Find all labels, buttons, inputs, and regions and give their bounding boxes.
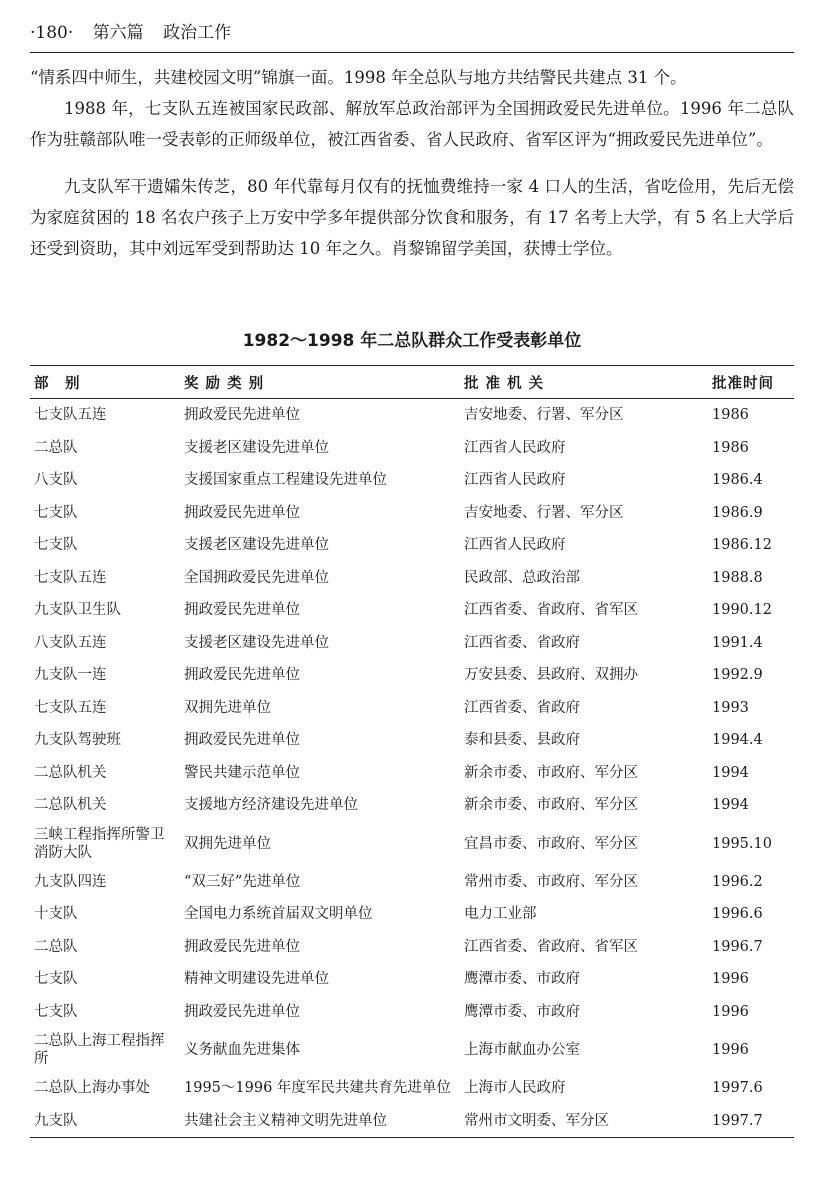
unit-cell: 九支队一连 [34,667,107,684]
column-header-unit: 部 别 [30,366,180,399]
authority-cell: 江西省人民政府 [464,472,566,489]
award-cell: 拥政爱民先进单位 [184,504,300,521]
unit-cell: 七支队 [34,537,78,554]
authority-cell: 常州市委、市政府、军分区 [464,873,638,890]
unit-cell: 九支队卫生队 [34,602,121,619]
date-cell: 1996 [712,1042,749,1058]
date-cell: 1994.4 [712,732,763,749]
body-text [30,62,794,264]
authority-cell: 吉安地委、行署、军分区 [464,504,624,521]
award-cell: 拥政爱民先进单位 [184,732,300,749]
authority-cell: 上海市人民政府 [464,1080,566,1097]
authority-cell: 电力工业部 [464,906,537,923]
authority-cell: 常州市文明委、军分区 [460,1105,708,1138]
unit-cell: 二总队上海工程指挥所 [34,1033,165,1067]
unit-cell: 七支队五连 [34,407,107,424]
unit-cell: 七支队五连 [34,569,107,586]
authority-cell: 江西省委、省政府 [464,634,580,651]
authority-cell: 江西省人民政府 [464,537,566,554]
award-cell: 拥政爱民先进单位 [184,407,300,424]
unit-cell: 二总队 [34,938,78,955]
date-cell: 1992.9 [712,667,763,684]
unit-cell: 九支队驾驶班 [34,732,121,749]
table-row [30,996,794,1029]
authority-cell: 江西省委、省政府 [464,699,580,716]
award-cell: 支援老区建设先进单位 [184,439,329,456]
table-row [30,963,794,996]
table-row [30,497,794,530]
table-row [30,659,794,692]
date-cell: 1986.9 [712,504,763,521]
award-cell: 义务献血先进集体 [184,1042,300,1058]
date-cell: 1996.6 [712,906,763,923]
award-cell: 拥政爱民先进单位 [184,1003,300,1020]
date-cell: 1997.6 [712,1080,763,1097]
paragraph: 九支队军干遗孀朱传芝，80 年代靠每月仅有的抚恤费维持一家 4 口人的生活，省吃俭用，先后无偿为家庭贫困的 18 名农户孩子上万安中学多年提供部分饮食和服务，有 17 名考上大学，有 5 名上大学后还受到资助，其中刘远军受到帮助达 10 年之久。肖黎锦留学美国，获博士学位。 [30,177,794,258]
unit-cell: 二总队上海办事处 [34,1080,150,1097]
unit-cell: 二总队机关 [34,764,107,781]
awards-table [30,365,794,1138]
unit-cell: 九支队四连 [34,873,107,890]
table-title: 1982～1998 年二总队群众工作受表彰单位 [242,331,582,351]
table-row [30,529,794,562]
date-cell: 1995.10 [712,835,772,852]
table-row [30,594,794,627]
authority-cell: 江西省委、省政府、省军区 [464,938,638,955]
authority-cell: 民政部、总政治部 [464,569,580,586]
award-cell: 拥政爱民先进单位 [184,667,300,684]
date-cell: 1996.2 [712,873,763,890]
table-row [30,399,794,432]
table-row [30,866,794,899]
award-cell: 支援国家重点工程建设先进单位 [184,472,387,489]
chapter-title: 政治工作 [163,23,232,43]
date-cell: 1986.4 [712,472,763,489]
unit-cell: 七支队 [34,971,78,988]
authority-cell: 江西省委、省政府、省军区 [464,602,638,619]
date-cell: 1988.8 [712,569,763,586]
date-cell: 1994 [712,797,749,814]
table-row [30,692,794,725]
award-cell: 1995～1996 年度军民共建共育先进单位 [184,1080,451,1097]
date-cell: 1996.7 [712,938,763,955]
unit-cell: 七支队 [34,1003,78,1020]
date-cell: 1994 [712,764,749,781]
award-cell: 双拥先进单位 [184,835,271,852]
award-cell: “双三好”先进单位 [184,873,301,890]
authority-cell: 吉安地委、行署、军分区 [464,407,624,424]
unit-cell: 七支队五连 [34,699,107,716]
page-header [30,18,794,53]
date-cell: 1986.12 [712,537,772,554]
paragraph: 1988 年，七支队五连被国家民政部、解放军总政治部评为全国拥政爱民先进单位。1996 年二总队作为驻赣部队唯一受表彰的正师级单位，被江西省委、省人民政府、省军区评为“拥政爱民先进单位”。 [30,99,794,149]
authority-cell: 江西省人民政府 [464,439,566,456]
table-row [30,898,794,931]
table-body [30,399,794,1138]
authority-cell: 鹰潭市委、市政府 [464,1003,580,1020]
column-header-award: 奖 励 类 别 [180,366,460,399]
unit-cell: 二总队 [34,439,78,456]
award-cell: 双拥先进单位 [184,699,271,716]
date-cell: 1996 [712,1003,749,1020]
table-row [30,931,794,964]
date-cell: 1991.4 [712,634,763,651]
award-cell: 拥政爱民先进单位 [184,602,300,619]
award-cell: 拥政爱民先进单位 [184,938,300,955]
table-row [30,757,794,790]
section-label: 第六篇 [92,23,144,43]
unit-cell: 八支队 [34,472,78,489]
paragraph: “情系四中师生，共建校园文明”锦旗一面。1998 年全总队与地方共结警民共建点 31 个。 [30,68,687,87]
table-header-row [30,366,794,399]
date-cell: 1986 [712,439,749,456]
table-row [30,822,794,866]
unit-cell: 二总队机关 [34,797,107,814]
page-number: ·180· [30,23,74,43]
authority-cell: 宜昌市委、市政府、军分区 [464,835,638,852]
unit-cell: 八支队五连 [34,634,107,651]
award-cell: 全国电力系统首届双文明单位 [184,906,373,923]
authority-cell: 鹰潭市委、市政府 [464,971,580,988]
award-cell: 支援老区建设先进单位 [184,537,329,554]
unit-cell: 三峡工程指挥所警卫消防大队 [34,826,165,861]
column-header-authority: 批 准 机 关 [460,366,708,399]
date-cell: 1996 [712,971,749,988]
table-row [30,1028,794,1072]
award-cell: 警民共建示范单位 [184,764,300,781]
table-row [30,464,794,497]
authority-cell: 新余市委、市政府、军分区 [464,764,638,781]
date-cell: 1993 [712,699,749,716]
table-row [30,789,794,822]
column-header-date: 批准时间 [708,366,794,399]
unit-cell: 十支队 [34,906,78,923]
award-cell: 共建社会主义精神文明先进单位 [180,1105,460,1138]
unit-cell: 七支队 [34,504,78,521]
table-row [30,432,794,465]
table-row [30,627,794,660]
date-cell: 1997.7 [708,1105,794,1138]
date-cell: 1986 [712,407,749,424]
table-row [30,1105,794,1138]
authority-cell: 泰和县委、县政府 [464,732,580,749]
table-row [30,562,794,595]
table-row [30,1072,794,1105]
award-cell: 支援老区建设先进单位 [184,634,329,651]
authority-cell: 新余市委、市政府、军分区 [464,797,638,814]
date-cell: 1990.12 [712,602,772,619]
award-cell: 支援地方经济建设先进单位 [184,797,358,814]
unit-cell: 九支队 [30,1105,180,1138]
table-row [30,724,794,757]
award-cell: 精神文明建设先进单位 [184,971,329,988]
authority-cell: 上海市献血办公室 [464,1042,580,1058]
award-cell: 全国拥政爱民先进单位 [184,569,329,586]
authority-cell: 万安县委、县政府、双拥办 [464,667,638,684]
